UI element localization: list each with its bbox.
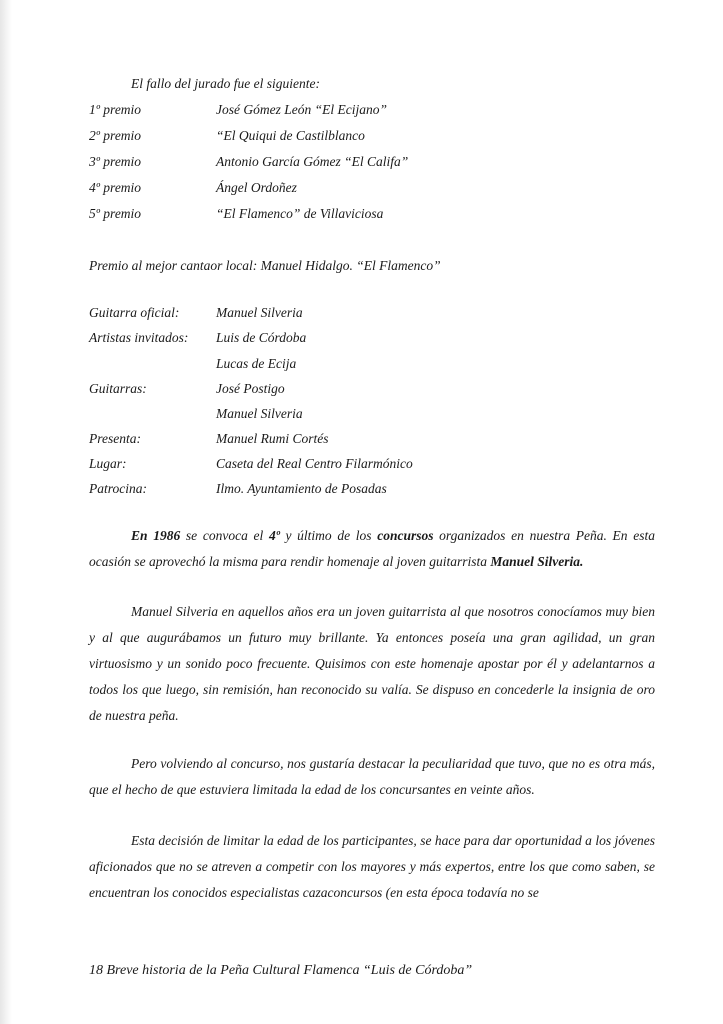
ordinal-text: 4º <box>268 528 280 543</box>
credit-label: Patrocina: <box>89 481 147 496</box>
credit-value: Manuel Rumi Cortés <box>216 431 329 446</box>
prize-winner: José Gómez León “El Ecijano” <box>216 102 387 117</box>
paragraph-text: se convoca el <box>180 528 269 543</box>
credit-value: Luis de Córdoba <box>216 330 307 345</box>
paragraph-text: y último de los <box>279 528 378 543</box>
paragraph-text: Pero volviendo al concurso, nos gustaría destacar la peculiaridad que tuvo, que no es otra más, que el hecho de que estuviera limitada la edad de los concursantes en veinte años. <box>89 756 655 797</box>
paragraph-text: organizados en nuestra Peña. En esta ocasión se aprovechó la misma para rendir homenaje al joven guitarrista <box>89 528 655 569</box>
prize-winner: Antonio García Gómez “El Califa” <box>216 154 409 169</box>
credit-value: Manuel Silveria <box>216 305 303 320</box>
page-footer: 18 Breve historia de la Peña Cultural Flamenca “Luis de Córdoba” <box>89 963 473 978</box>
paragraph-1986 <box>89 523 655 575</box>
honoree-text: Manuel Silveria. <box>490 554 584 569</box>
paragraph-silveria <box>89 599 655 729</box>
prize-place: 2º premio <box>89 128 142 143</box>
local-award: Premio al mejor cantaor local: Manuel Hidalgo. “El Flamenco” <box>89 258 441 273</box>
prize-place: 4º premio <box>89 180 142 195</box>
prize-place: 3º premio <box>89 154 142 169</box>
paragraph-text: Esta decisión de limitar la edad de los participantes, se hace para dar oportunidad a los jóvenes aficionados que no se atreven a competir con los mayores y más expertos, entre los que como saben, se encuentran los conocidos especialistas cazaconcursos (en esta época todavía no se <box>89 833 655 900</box>
credit-value: Manuel Silveria <box>216 406 303 421</box>
credit-label: Guitarras: <box>89 381 147 396</box>
jury-intro: El fallo del jurado fue el siguiente: <box>131 76 320 91</box>
scan-edge-shadow <box>0 0 12 1024</box>
prize-winner: “El Quiqui de Castilblanco <box>216 128 365 143</box>
prize-winner: “El Flamenco” de Villaviciosa <box>216 206 384 221</box>
year-text: En 1986 <box>131 528 181 543</box>
credit-value: Lucas de Ecija <box>216 356 297 371</box>
credit-value: Caseta del Real Centro Filarmónico <box>216 456 413 471</box>
prize-place: 5º premio <box>89 206 142 221</box>
credit-label: Presenta: <box>89 431 141 446</box>
paragraph-age <box>89 828 655 906</box>
credit-label: Artistas invitados: <box>89 330 189 345</box>
contests-text: concursos <box>377 528 434 543</box>
paragraph-text: Manuel Silveria en aquellos años era un joven guitarrista al que nosotros conocíamos muy bien y al que augurábamos un futuro muy brillante. Ya entonces poseía una gran agilidad, un gran virtuosismo y un sonido poco frecuente. Quisimos con este homenaje apostar por él y adelantarnos a todos los que luego, sin remisión, han reconocido su valía. Se dispuso en concederle la insignia de oro de nuestra peña. <box>89 604 655 723</box>
credit-label: Lugar: <box>89 456 127 471</box>
credit-value: José Postigo <box>216 381 285 396</box>
credit-value: Ilmo. Ayuntamiento de Posadas <box>216 481 387 496</box>
paragraph-contest <box>89 751 655 803</box>
prize-place: 1º premio <box>89 102 142 117</box>
prize-winner: Ángel Ordoñez <box>216 180 297 195</box>
credit-label: Guitarra oficial: <box>89 305 180 320</box>
